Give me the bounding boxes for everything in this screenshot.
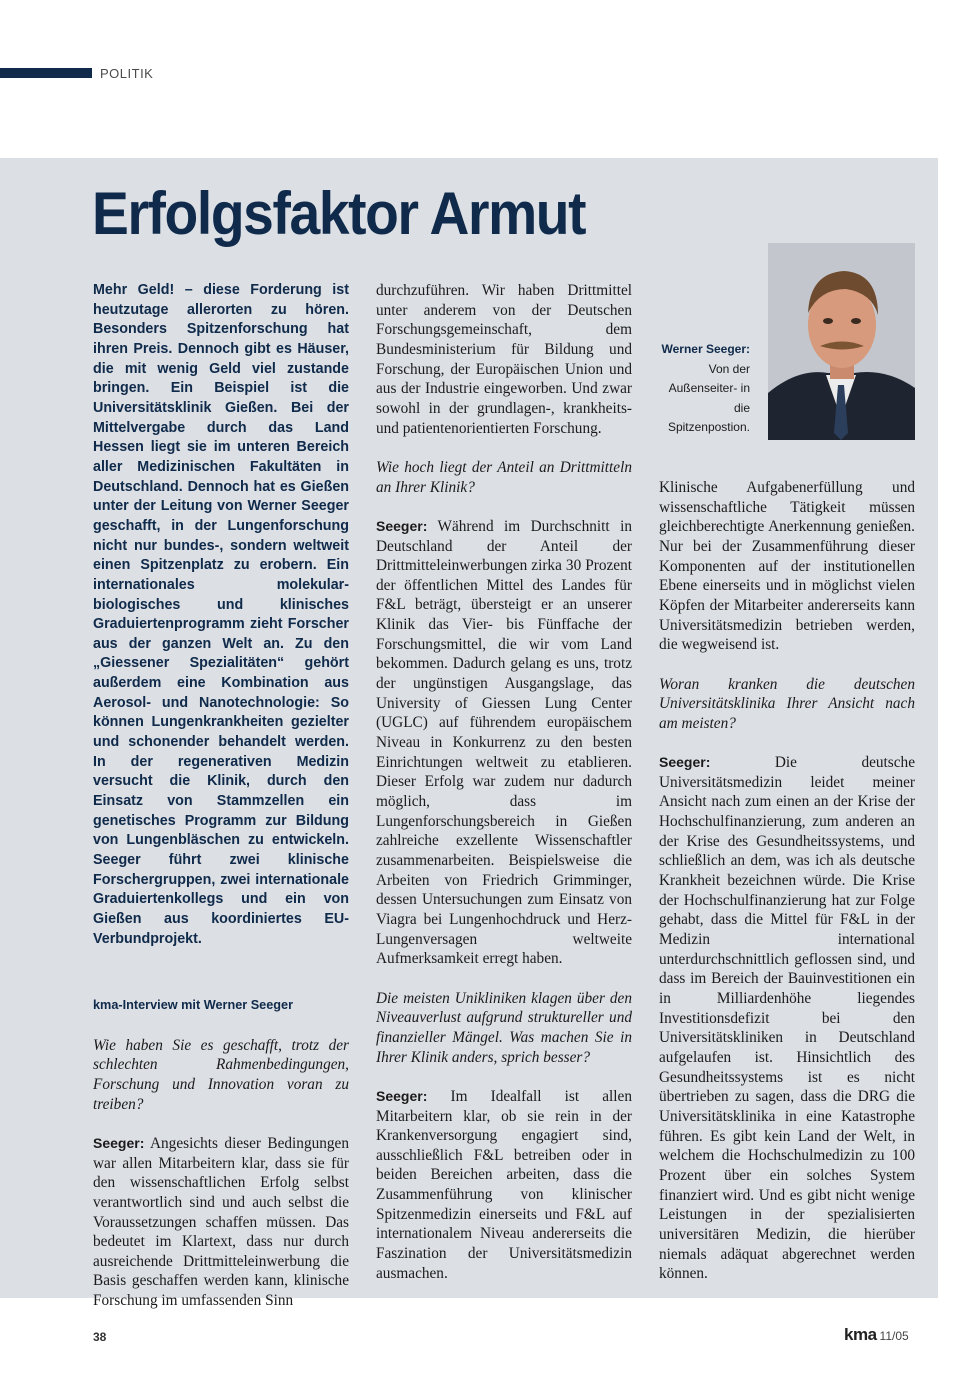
column-1	[93, 281, 349, 1330]
question-2: Wie hoch liegt der Anteil an Drittmitteln an Ihrer Klinik?	[376, 458, 632, 496]
answer-3-part-2: Klinische Aufgabenerfüllung und wissenschaftliche Tätigkeit müssen gleichberechtigte Anerkennung genießen. Nur bei der Zusammenführung dieser Komponenten auf der institutionellen Ebene einerseits und in möglichst vielen Köpfen der Mitarbeiter andererseits kann Universitätsmedizin betrieben werden, die wegweisend ist.	[659, 479, 915, 654]
portrait-photo	[768, 243, 915, 440]
speaker-label: Seeger:	[659, 754, 711, 771]
column-3	[659, 478, 915, 1304]
answer-2: Seeger: Während im Durchschnitt in Deutschland der Anteil der Drittmitteleinwerbungen zirka 30 Prozent der öffentlichen Mittel des Landes für F&L beträgt, übersteigt er an unserer Klinik das Vier- bis Fünffache der Forschungsmittel, die wir vom Land bekommen. Dadurch gelang es uns, trotz der ungünstigen Ausgangslage, das University of Giessen Lung Center (UGLC) auf führendem europäischem Niveau in Konkurrenz zu den besten Einrichtungen weltweit zu etablieren. Dieser Erfolg war zudem nur dadurch möglich, dass im Lungenforschungsbereich in Gießen zahlreiche exzellente Wissenschaftler zusammenarbeiten. Beispielsweise die Arbeiten von Friedrich Grimminger, dessen Untersuchungen zum Einsatz von Viagra bei Lungenhochdruck und Herz-Lungenversagen weltweite Aufmerksamkeit erregt haben.	[376, 517, 632, 968]
caption-name: Werner Seeger:	[661, 342, 750, 356]
answer-3-part-1: Seeger: Im Idealfall ist allen Mitarbeitern klar, ob sie rein in der Krankenversorgung engagiert sind, ausschließlich F&L betreiben oder in beiden Bereichen arbeiten, dass die Zusammenführung von klinischer Spitzenmedizin einerseits und F&L auf internationalem Niveau andererseits die Faszination der Universitätsmedizin ausmachen.	[376, 1087, 632, 1282]
answer-1-part-2: durchzuführen. Wir haben Drittmittel unter anderem von der Deutschen Forschungsgemeinschaft, dem Bundesministerium für Bildung und Forschung, der Europäischen Union und aus der Industrie eingeworben. Und zwar sowohl in der grundlagen-, krankheits- und patientenorientierten Forschung.	[376, 282, 632, 437]
portrait-illustration	[768, 243, 915, 440]
section-color-bar	[0, 68, 92, 78]
question-1: Wie haben Sie es geschafft, trotz der schlechten Rahmenbedingungen, Forschung und Innovation voran zu treiben?	[93, 1036, 349, 1113]
article-title: Erfolgsfaktor Armut	[92, 180, 586, 247]
issue-number: 11/05	[879, 1329, 909, 1343]
section-label: POLITIK	[100, 66, 154, 81]
answer-1-part-1: Seeger: Angesichts dieser Bedingungen war allen Mitarbeitern klar, dass sie für den wissenschaftlichen Erfolg selbst verantwortlich sind und auch selbst die Voraussetzungen schaffen müssen. Das bedeutet im Klartext, dass nur durch ausreichende Drittmitteleinwerbung die Basis geschaffen werden kann, klinische Forschung im umfassenden Sinn	[93, 1134, 349, 1310]
speaker-label: Seeger:	[376, 517, 428, 534]
speaker-label: Seeger:	[93, 1134, 145, 1151]
magazine-footer	[844, 1325, 909, 1345]
article-lead: Mehr Geld! – diese Forderung ist heutzutage allerorten zu hören. Besonders Spitzenforschung hat ihren Preis. Dennoch gibt es Häuser, die mit wenig Geld viel zustande bringen. Ein Beispiel ist die Universitätsklinik Gießen. Bei der Mittelvergabe durch das Land Hessen liegt sie im unteren Bereich aller Medizinischen Fakultäten in Deutschland. Dennoch hat es Gießen unter der Leitung von Werner Seeger geschafft, in der Lungenforschung nicht nur bundes-, sondern weltweit einen Spitzenplatz zu erobern. Ein internationales molekular-biologisches und klinisches Graduiertenprogramm zieht Forscher aus der ganzen Welt an. Zu den „Giessener Spezialitäten“ gehört außerdem eine Kombination aus Aerosol- und Nanotechnologie: So können Lungenkrankheiten gezielter und schonender behandelt werden. In der regenerativen Medizin versucht die Klinik, durch den Einsatz von Stammzellen ein genetisches Programm zur Bildung von Lungenbläschen zu entwickeln. Seeger führt zwei klinische Forschergruppen, zwei internationale Graduiertenkollegs und ein von Gießen aus koordiniertes EU-Verbundprojekt.	[93, 282, 349, 947]
photo-caption	[650, 340, 750, 438]
interview-heading: kma-Interview mit Werner Seeger	[93, 998, 294, 1013]
question-4: Woran kranken die deutschen Universitätsklinika Ihrer Ansicht nach am meisten?	[659, 675, 915, 732]
question-3: Die meisten Unikliniken klagen über den Niveauverlust aufgrund struktureller und finanzieller Mängel. Was machen Sie in Ihrer Klinik anders, sprich besser?	[376, 989, 632, 1066]
speaker-label: Seeger:	[376, 1087, 428, 1104]
answer-4: Seeger: Die deutsche Universitätsmedizin leidet meiner Ansicht nach zum einen an der Krise der Hochschulfinanzierung, zum anderen an der Krise des Gesundheitssystems, und schließlich an dem, was ich als deutsche Krankheit bezeichnen würde. Die Krise der Hochschulfinanzierung hat zur Folge gehabt, dass die Mittel für F&L in der Medizin international unterdurchschnittlich geflossen sind, und dass im Bereich der Bauinvestitionen ein in Milliardenhöhe liegendes Investitionsdefizit bei den Universitätskliniken in Deutschland aufgelaufen ist. Hinsichtlich des Gesundheitssystems ist es nicht übertrieben zu sagen, dass die DRG die Universitätsklinika in eine Katastrophe führen. Es gibt kein Land der Welt, in welchem die Hochschulmedizin zu 100 Prozent über ein solches System finanziert wird. Und es gibt nicht wenige Leistungen in der spezialisierten universitären Medizin, die hierüber niemals adäquat abgerechnet werden können.	[659, 754, 915, 1283]
caption-text: Von der Außenseiter- in die Spitzenpostion.	[667, 361, 750, 434]
column-2	[376, 281, 632, 1303]
page-number: 38	[93, 1330, 107, 1344]
magazine-logo: kma	[844, 1325, 877, 1344]
